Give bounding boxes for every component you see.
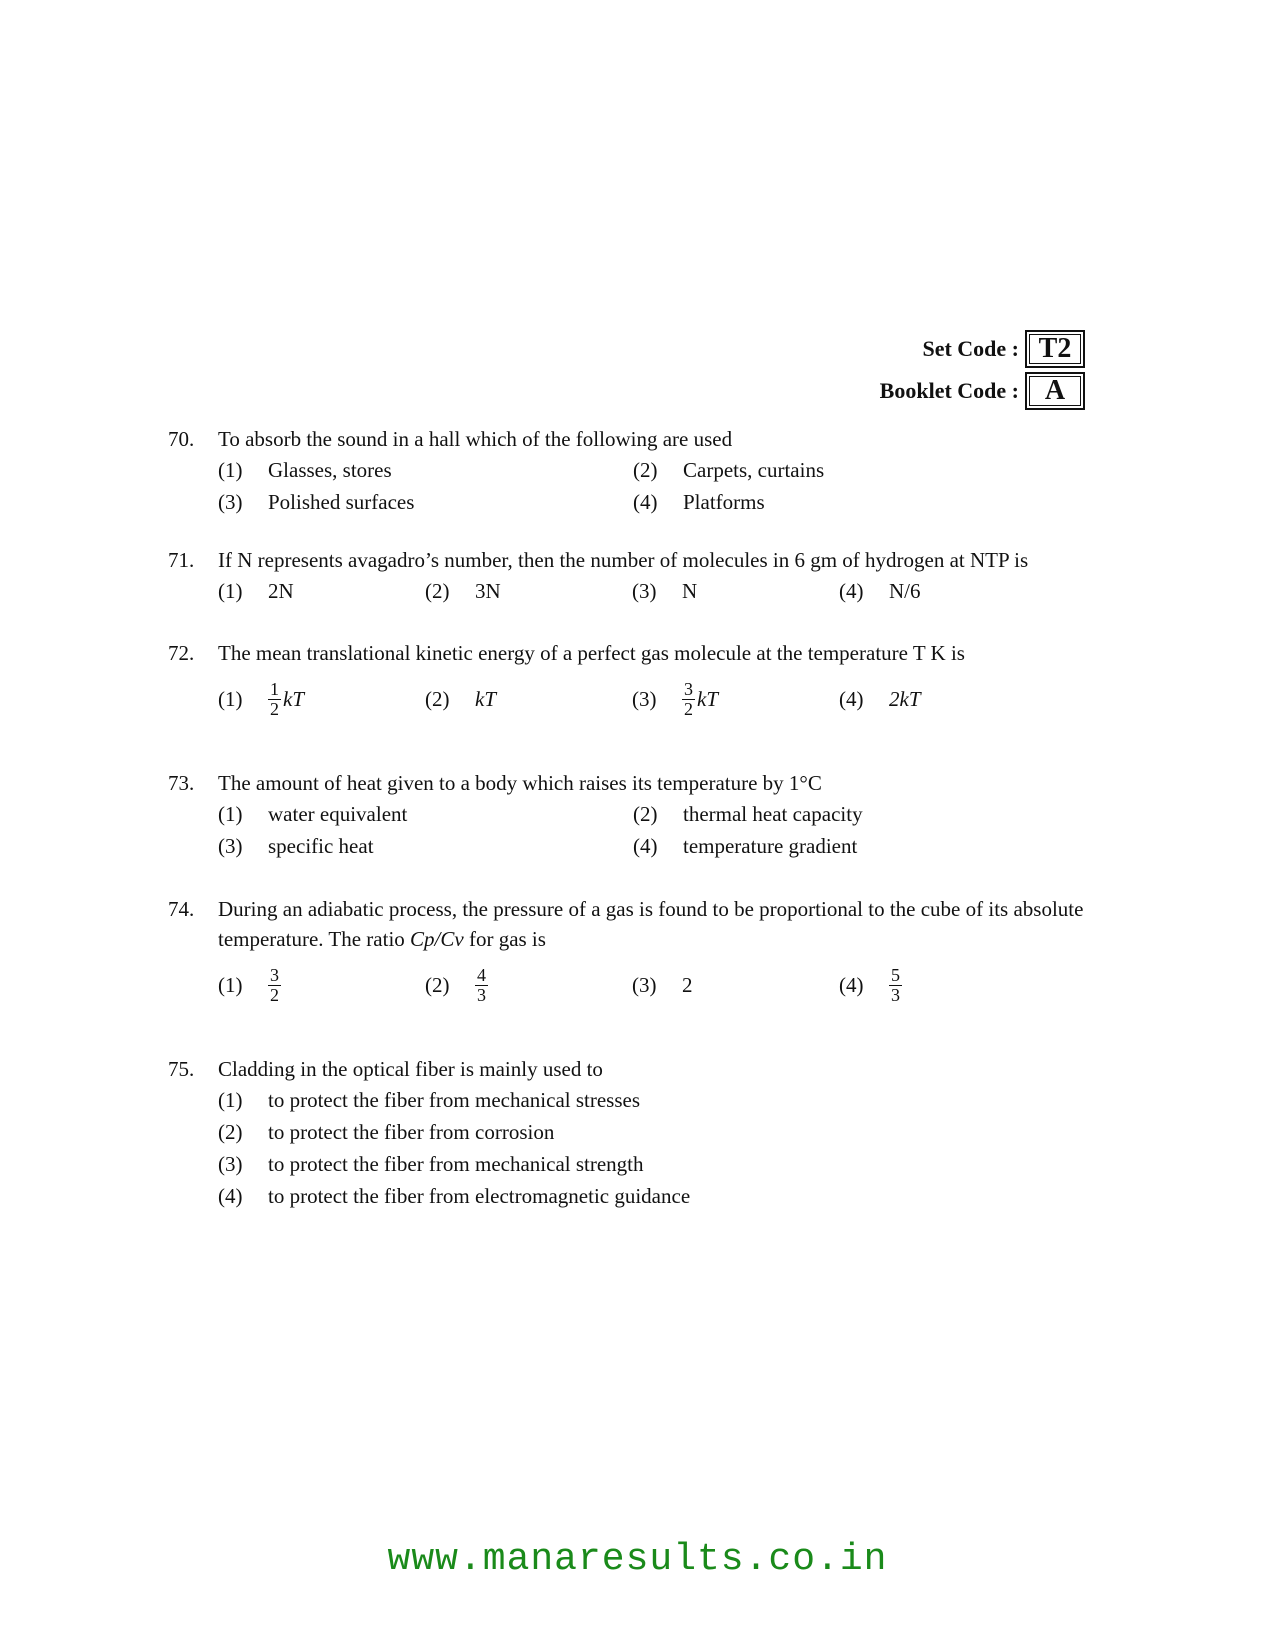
option-3: (3) N [632, 579, 698, 603]
option-1: (1) $\frac{1}{2}$ kT [218, 678, 304, 719]
set-code-row [880, 330, 1085, 368]
question-number: 74. [168, 897, 195, 921]
question-75 [168, 1054, 1108, 1212]
booklet-code-label: Booklet Code : [879, 378, 1019, 403]
question-number: 72. [168, 641, 195, 665]
question-text: If N represents avagadro’s number, then the number of molecules in 6 gm of hydrogen at NTP is [218, 548, 1029, 572]
question-text: The amount of heat given to a body which raises its temperature by 1°C [218, 771, 822, 795]
question-73 [168, 768, 1108, 862]
option-1: (1) Glasses, stores [218, 458, 392, 482]
option-4: (4) N/6 [839, 579, 921, 603]
option-3: (3) Polished surfaces [218, 490, 415, 514]
code-block [880, 330, 1085, 414]
fraction: $\frac{3}{2}$ [684, 678, 693, 719]
fraction: $\frac{1}{2}$ [270, 678, 279, 719]
option-4: (4) to protect the fiber from electromagnetic guidance [218, 1184, 691, 1208]
option-2: (2) to protect the fiber from corrosion [218, 1120, 555, 1144]
option-3: (3) $\frac{3}{2}$ kT [632, 678, 718, 719]
option-3: (3) 2 [632, 973, 693, 997]
question-number: 71. [168, 548, 195, 572]
question-text: Cladding in the optical fiber is mainly used to [218, 1057, 603, 1081]
question-number: 70. [168, 427, 195, 451]
option-2: (2) thermal heat capacity [633, 802, 863, 826]
fraction: $\frac{5}{3}$ [891, 964, 900, 1005]
options [218, 954, 1108, 1016]
question-number: 75. [168, 1057, 195, 1081]
options [218, 454, 1108, 518]
option-1: (1) to protect the fiber from mechanical stresses [218, 1088, 641, 1112]
question-text: The mean translational kinetic energy of a perfect gas molecule at the temperature T K is [218, 641, 965, 665]
set-code-value: T2 [1025, 330, 1085, 368]
question-72 [168, 638, 1108, 730]
options [218, 798, 1108, 862]
question-70 [168, 424, 1108, 518]
options [218, 575, 1108, 607]
option-2: (2) Carpets, curtains [633, 458, 825, 482]
booklet-code-value: A [1025, 372, 1085, 410]
question-71 [168, 545, 1108, 607]
option-3: (3) to protect the fiber from mechanical strength [218, 1152, 644, 1176]
options [218, 1084, 1108, 1212]
option-2: (2) $\frac{4}{3}$ [425, 964, 486, 1005]
footer-url[interactable]: www.manaresults.co.in [387, 1538, 888, 1581]
question-74 [168, 894, 1108, 1016]
option-2: (2) 3N [425, 579, 501, 603]
option-1: (1) 2N [218, 579, 294, 603]
booklet-code-row [880, 372, 1085, 410]
option-1: (1) water equivalent [218, 802, 408, 826]
option-2: (2) kT [425, 687, 496, 711]
option-4: (4) 2kT [839, 687, 921, 711]
option-1: (1) $\frac{3}{2}$ [218, 964, 279, 1005]
option-3: (3) specific heat [218, 834, 374, 858]
set-code-label: Set Code : [922, 336, 1019, 361]
question-text: During an adiabatic process, the pressure of a gas is found to be proportional to the cube of its absolute temperature. The ratio Cp/Cv for gas is [218, 897, 1084, 951]
fraction: $\frac{3}{2}$ [270, 964, 279, 1005]
fraction: $\frac{4}{3}$ [477, 964, 486, 1005]
option-4: (4) $\frac{5}{3}$ [839, 964, 900, 1005]
option-4: (4) temperature gradient [633, 834, 858, 858]
option-4: (4) Platforms [633, 490, 765, 514]
question-number: 73. [168, 771, 195, 795]
question-text: To absorb the sound in a hall which of the following are used [218, 427, 733, 451]
options [218, 668, 1108, 730]
